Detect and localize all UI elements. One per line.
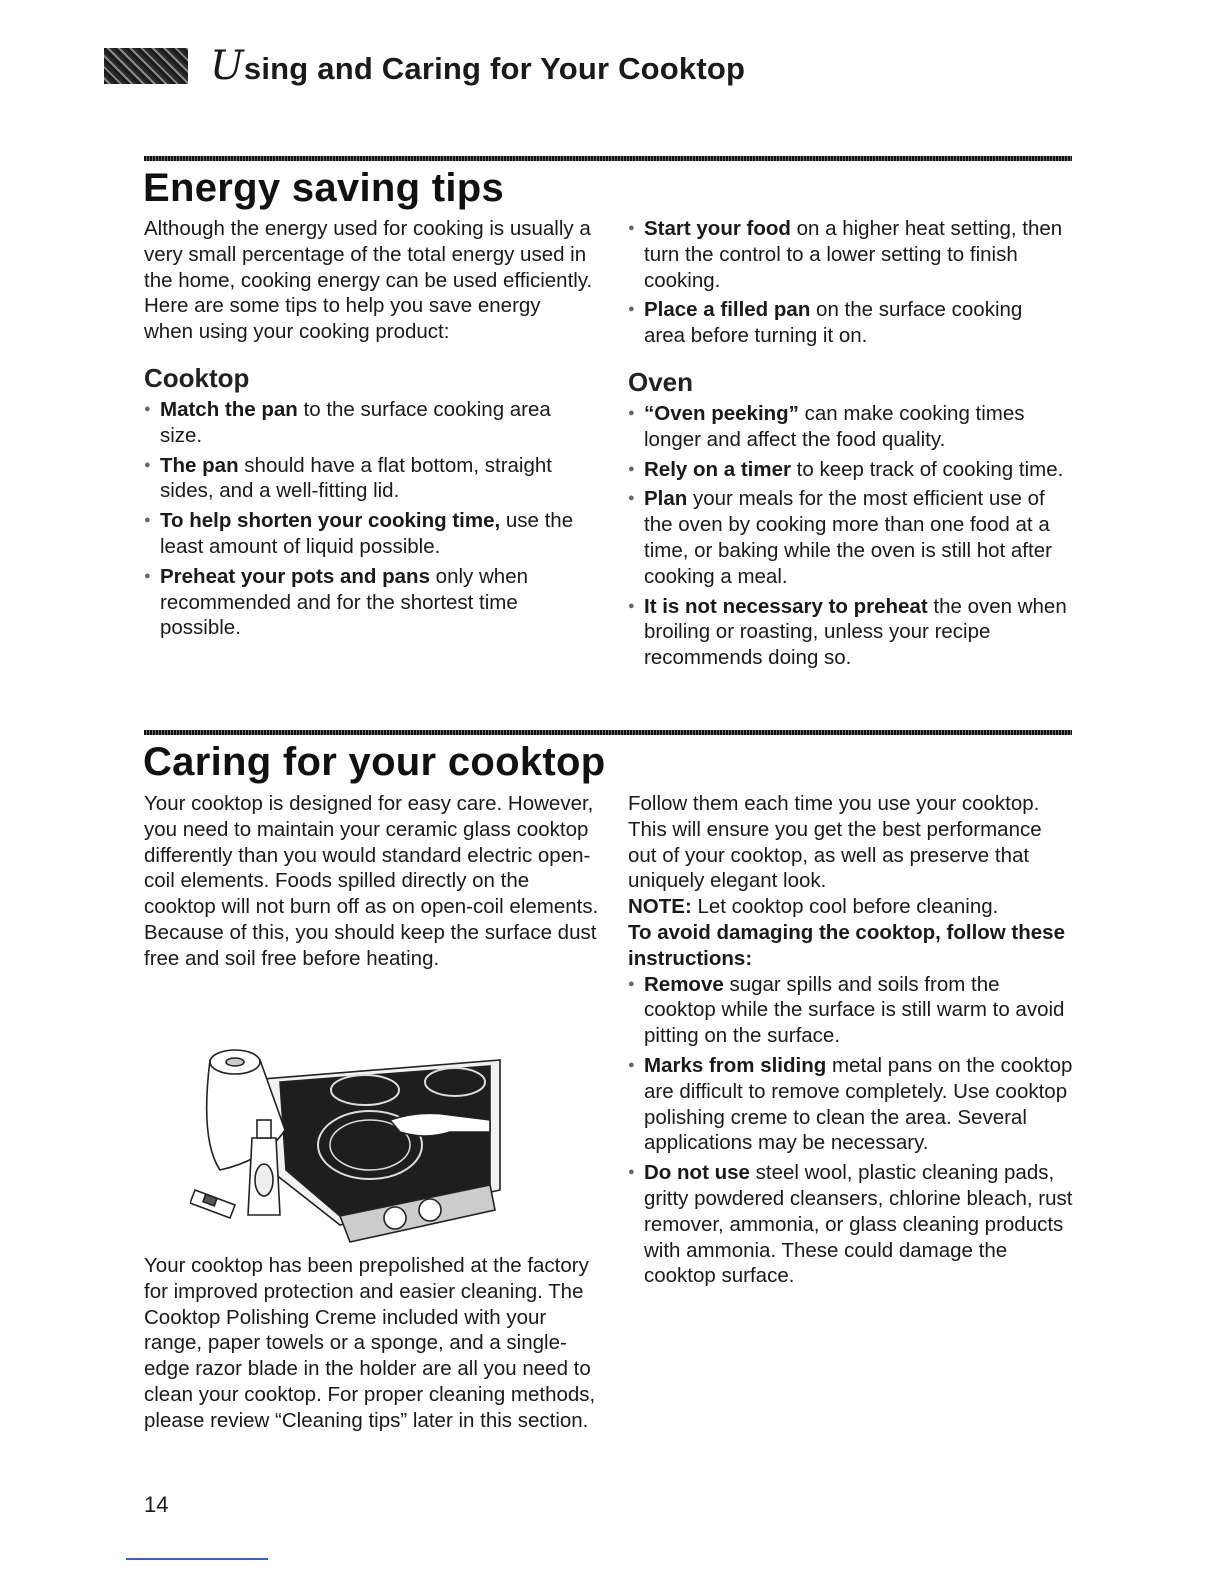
caring-left-column xyxy=(144,791,599,972)
tip-bold: Plan xyxy=(644,487,688,511)
caring-right-column xyxy=(628,791,1073,1293)
tip-text: on a higher heat setting, then turn the control to a lower setting to finish cooking. xyxy=(644,217,1063,292)
list-item xyxy=(144,508,594,560)
oven-subheading: Oven xyxy=(628,366,694,397)
tip-bold: The pan xyxy=(160,453,239,477)
title-initial: U xyxy=(210,43,244,89)
list-item xyxy=(144,564,594,641)
caring-intro: Your cooktop is designed for easy care. However, you need to maintain your ceramic glass cooktop differently than you would standard electric open-coil elements. Foods spilled directly on the cooktop will not burn off as on open-coil elements. Because of this, you should keep the surface dust free and soil free before heating. xyxy=(144,792,599,970)
tip-text: to keep track of cooking time. xyxy=(790,457,1064,481)
control-knob xyxy=(384,1207,406,1229)
footer-line xyxy=(126,1558,268,1560)
energy-heading: Energy saving tips xyxy=(143,166,505,210)
list-item xyxy=(628,486,1068,589)
tip-text: your meals for the most efficient use of the oven by cooking more than one food at a time, or baking while the oven is still hot after cooking a meal. xyxy=(644,487,1052,588)
list-item xyxy=(628,401,1068,453)
tip-text: on the surface cooking area before turning it on. xyxy=(644,298,1023,348)
tip-text: steel wool, plastic cleaning pads, gritty powdered cleansers, chlorine bleach, rust remover, ammonia, or glass cleaning products with ammonia. These could damage the cooktop surface. xyxy=(644,1161,1073,1288)
prepolished-paragraph: Your cooktop has been prepolished at the factory for improved protection and easier cleaning. The Cooktop Polishing Creme included with your range, paper towels or a sponge, and a single-edge razor blade in the holder are all you need to clean your cooktop. For proper cleaning methods, please review “Cleaning tips” later in this section. xyxy=(144,1254,596,1432)
list-item xyxy=(628,594,1068,671)
page-title xyxy=(210,43,745,89)
page-number: 14 xyxy=(144,1492,169,1517)
tip-bold: Start your food xyxy=(644,217,791,240)
list-item xyxy=(628,1160,1073,1289)
tip-text: only when recommended and for the shortest time possible. xyxy=(160,564,528,640)
list-item xyxy=(144,397,594,449)
note-paragraph xyxy=(628,894,1073,920)
energy-intro: Although the energy used for cooking is usually a very small percentage of the total energy used in the home, cooking energy can be used efficiently. Here are some tips to help you save energy when using your cooking product: xyxy=(144,217,593,344)
tip-bold: It is not necessary to preheat xyxy=(644,594,928,618)
list-item xyxy=(628,297,1068,349)
section-divider xyxy=(144,730,1072,735)
section-tab-icon xyxy=(104,48,188,84)
tip-bold: Match the pan xyxy=(160,397,298,421)
tip-bold: Rely on a timer xyxy=(644,457,791,481)
caring-heading: Caring for your cooktop xyxy=(143,740,606,784)
caring-prepolished-column xyxy=(144,1253,599,1434)
tip-text: should have a flat bottom, straight sides, and a well-fitting lid. xyxy=(160,453,552,503)
tip-text: use the least amount of liquid possible. xyxy=(160,509,574,558)
list-item xyxy=(628,1053,1073,1156)
control-knob xyxy=(419,1199,441,1221)
tip-text: sugar spills and soils from the cooktop while the surface is still warm to avoid pitting on the surface. xyxy=(644,972,1065,1048)
page-header xyxy=(104,36,745,96)
follow-paragraph: Follow them each time you use your cooktop. This will ensure you get the best performance out of your cooktop, as well as preserve that uniquely elegant look. xyxy=(628,792,1042,893)
tip-bold: Preheat your pots and pans xyxy=(160,564,430,588)
cooktop-subheading: Cooktop xyxy=(144,362,250,393)
tip-text: the oven when broiling or roasting, unless your recipe recommends doing so. xyxy=(644,594,1067,670)
cooktop-cleaning-illustration xyxy=(190,1020,505,1250)
energy-left-column xyxy=(144,216,594,645)
energy-right-column xyxy=(628,216,1068,675)
section-divider xyxy=(144,156,1072,161)
tip-bold: “Oven peeking” xyxy=(644,401,799,425)
title-text: sing and Caring for Your Cooktop xyxy=(243,51,746,86)
tip-bold: Do not use xyxy=(644,1161,750,1185)
note-text: Let cooktop cool before cleaning. xyxy=(691,895,999,919)
tip-bold: Marks from sliding xyxy=(644,1053,827,1077)
list-item xyxy=(628,216,1068,293)
list-item xyxy=(144,453,594,505)
warning-paragraph: To avoid damaging the cooktop, follow these instructions: xyxy=(628,920,1065,970)
tip-bold: Place a filled pan xyxy=(644,298,811,322)
tip-text: can make cooking times longer and affect the food quality. xyxy=(644,401,1025,451)
tip-bold: To help shorten your cooking time, xyxy=(160,509,501,533)
tip-text: to the surface cooking area size. xyxy=(160,397,551,447)
list-item xyxy=(628,972,1073,1049)
tip-text: metal pans on the cooktop are difficult to remove completely. Use cooktop polishing creme to clean the area. Several applications may be necessary. xyxy=(644,1053,1073,1155)
note-label: NOTE: xyxy=(628,895,692,919)
list-item xyxy=(628,457,1068,483)
tip-bold: Remove xyxy=(644,972,724,996)
